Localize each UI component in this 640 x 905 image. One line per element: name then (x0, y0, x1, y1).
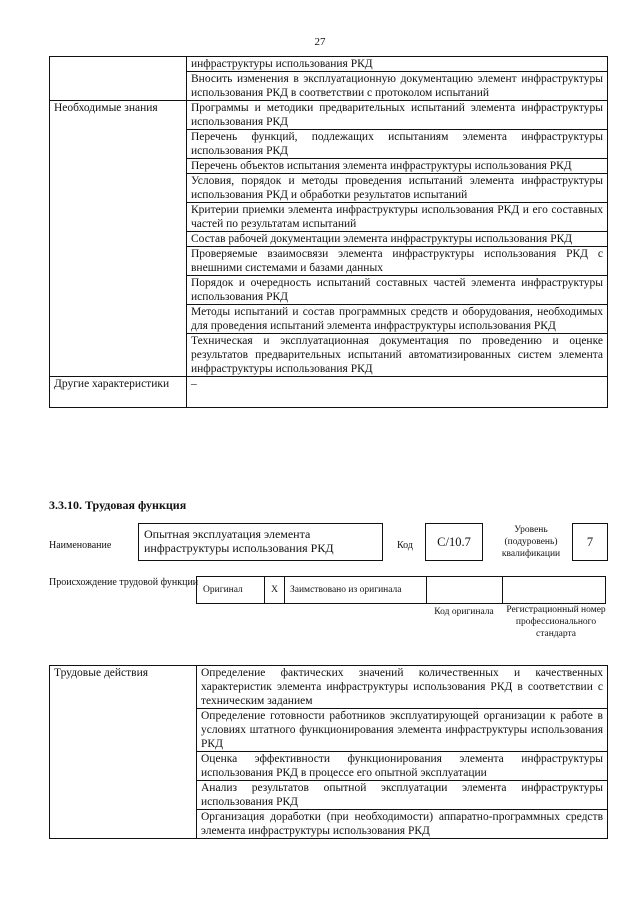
function-name-value: Опытная эксплуатация элемента инфраструктуры использования РКД (138, 523, 383, 561)
labor-actions-table (49, 665, 608, 839)
row-label: Необходимые знания (50, 101, 187, 377)
code-original-caption: Код оригинала (434, 607, 494, 617)
table-row (50, 101, 608, 130)
qualification-level-label: Уровень (подуровень) квалификации (501, 525, 561, 559)
origin-label: Происхождение трудовой функции (49, 577, 199, 588)
row-item: Критерии приемки элемента инфраструктуры использования РКД и его составных частей по результатам испытаний (187, 203, 608, 232)
labor-action-item: Анализ результатов опытной эксплуатации элемента инфраструктуры использования РКД (197, 781, 608, 810)
row-label (50, 57, 187, 101)
original-code-cell (426, 577, 502, 603)
row-item: Состав рабочей документации элемента инфраструктуры использования РКД (187, 232, 608, 247)
qualification-level-value: 7 (572, 523, 608, 561)
section-heading: 3.3.10. Трудовая функция (49, 498, 187, 512)
row-item: Методы испытаний и состав программных средств и оборудования, необходимых для проведения испытаний элемента инфраструктуры использования РКД (187, 305, 608, 334)
original-mark: X (264, 577, 284, 603)
row-item: Проверяемые взаимосвязи элемента инфраструктуры использования РКД с внешними системами и базами данных (187, 247, 608, 276)
row-item: Перечень объектов испытания элемента инфраструктуры использования РКД (187, 159, 608, 174)
registration-number-cell (502, 577, 606, 603)
skills-knowledge-table (49, 56, 608, 408)
code-label: Код (397, 540, 413, 551)
name-label: Наименование (49, 540, 112, 551)
row-label: Трудовые действия (50, 666, 197, 839)
table-row (50, 57, 608, 72)
origin-row (196, 576, 606, 604)
table-row (50, 377, 608, 408)
row-item: Программы и методики предварительных испытаний элемента инфраструктуры использования РКД (187, 101, 608, 130)
row-item: Техническая и эксплуатационная документация по проведению и оценке результатов предварительных испытаний автоматизированных систем элемента инфраструктуры использования РКД (187, 334, 608, 377)
row-item: – (187, 377, 608, 408)
row-item: инфраструктуры использования РКД (187, 57, 608, 72)
original-label: Оригинал (196, 577, 264, 603)
code-value: C/10.7 (425, 523, 483, 561)
page-number: 27 (314, 36, 326, 48)
labor-action-item: Организация доработки (при необходимости) аппаратно-программных средств элемента инфраструктуры использования РКД (197, 810, 608, 839)
registration-number-caption: Регистрационный номер профессионального стандарта (506, 605, 606, 639)
labor-action-item: Определение готовности работников эксплуатирующей организации к работе в условиях штатного функционирования элемента инфраструктуры использования РКД (197, 709, 608, 752)
row-item: Вносить изменения в эксплуатационную документацию элемент инфраструктуры использования РКД в соответствии с протоколом испытаний (187, 72, 608, 101)
table-row (50, 666, 608, 709)
labor-action-item: Определение фактических значений количественных и качественных характеристик элемента инфраструктуры использования РКД в соответствии с техническим заданием (197, 666, 608, 709)
row-label: Другие характеристики (50, 377, 187, 408)
row-item: Порядок и очередность испытаний составных частей элемента инфраструктуры использования РКД (187, 276, 608, 305)
row-item: Условия, порядок и методы проведения испытаний элемента инфраструктуры использования РКД и обработки результатов испытаний (187, 174, 608, 203)
borrowed-label: Заимствовано из оригинала (284, 577, 426, 603)
labor-action-item: Оценка эффективности функционирования элемента инфраструктуры использования РКД в процессе его опытной эксплуатации (197, 752, 608, 781)
row-item: Перечень функций, подлежащих испытаниям элемента инфраструктуры использования РКД (187, 130, 608, 159)
